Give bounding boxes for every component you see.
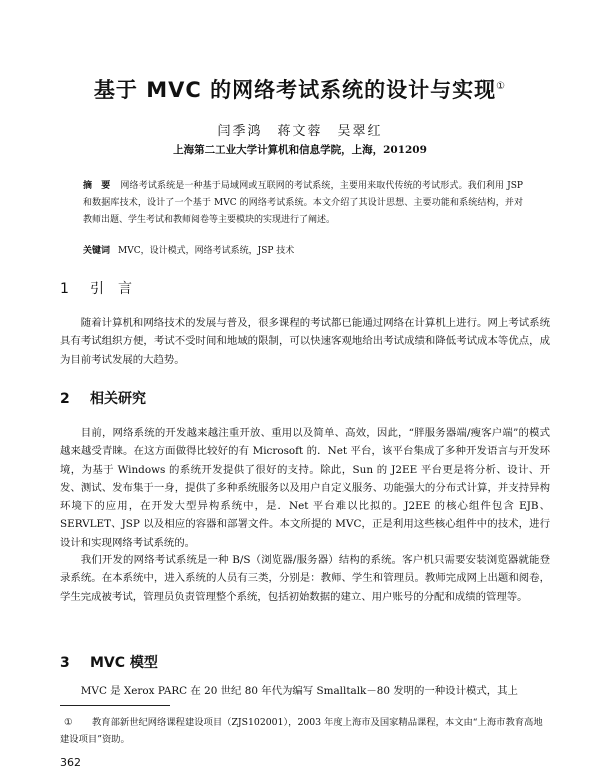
abstract-label: 摘 要 (83, 181, 111, 191)
footnote (60, 714, 550, 748)
footnote-mark: ① (64, 717, 73, 728)
section-heading-1 (60, 278, 132, 298)
section-2-paragraph-2: 我们开发的网络考试系统是一种 B/S（浏览器/服务器）结构的系统。客户机只需要安装浏览器就能登录系统。在本系统中，进入系统的人员有三类，分别是：教师、学生和管理员。教师完成网上出题和阅卷，学生完成被考试，管理员负责管理整个系统，包括初始数据的建立、用户账号的分配和成绩的管理等。 (60, 554, 550, 603)
abstract-text: 网络考试系统是一种基于局域网或互联网的考试系统，主要用来取代传统的考试形式。我们利用 JSP 和数据库技术，设计了一个基于 MVC 的网络考试系统。本文介绍了其设计思想、主要功能和系统结构，并对教师出题、学生考试和教师阅卷等主要模块的实现进行了阐述。 (83, 181, 523, 225)
paper-title (60, 74, 540, 104)
section-number: 1 (60, 281, 69, 297)
title-footnote-mark: ① (496, 81, 507, 92)
keywords-text: MVC，设计模式，网络考试系统，JSP 技术 (118, 246, 295, 256)
footnote-divider (60, 705, 170, 706)
affiliation: 上海第二工业大学计算机和信息学院，上海，201209 (173, 144, 427, 156)
section-3-paragraph: MVC 是 Xerox PARC 在 20 世纪 80 年代为编写 Smalltalk－80 发明的一种设计模式，其上 (80, 685, 518, 697)
section-1-paragraph: 随着计算机和网络技术的发展与普及，很多课程的考试都已能通过网络在计算机上进行。网上考试系统具有考试组织方便，考试不受时间和地域的限制，可以快速客观地给出考试成绩和降低考试成本等优点，成为目前考试发展的大趋势。 (60, 317, 550, 366)
section-title: 相关研究 (90, 391, 146, 407)
footnote-text: 教育部新世纪网络课程建设项目（ZJS102001），2003 年度上海市及国家精品课程，本文由“上海市教育高地建设项目”资助。 (60, 717, 543, 745)
section-heading-3 (60, 652, 158, 672)
section-number: 2 (60, 391, 70, 407)
keywords (83, 244, 523, 258)
section-heading-2 (60, 388, 146, 408)
abstract (83, 178, 523, 229)
page-number: 362 (60, 756, 81, 769)
section-title: 引 言 (90, 281, 132, 297)
section-number: 3 (60, 655, 70, 671)
section-2-paragraph-1: 目前，网络系统的开发越来越注重开放、重用以及简单、高效，因此，“胖服务器端/瘦客户端”的模式越来越受青睐。在这方面做得比较好的有 Microsoft 的．Net 平台，该平台集成了多种开发语言与开发环境，为基于 Windows 的系统开发提供了很好的支持。除此，Sun 的 J2EE 平台更是将分析、设计、开发、测试、发布集于一身，提供了多种系统服务以及用户自定义服务、功能强大的分布式计算，并支持异构环境下的应用，在开发大型异构系统中，是．Net 平台难以比拟的。J2EE 的核心组件包含 EJB、SERVLET、JSP 以及相应的容器和部署文件。本文所提的 MVC，正是利用这些核心组件中的技术，进行设计和实现网络考试系统的。 (60, 427, 550, 549)
author-list: 闫季鸿 蒋文蓉 吴翠红 (217, 124, 383, 139)
keywords-label: 关键词 (83, 246, 111, 256)
title-text: 基于 MVC 的网络考试系统的设计与实现 (93, 78, 497, 102)
section-title: MVC 模型 (90, 655, 158, 671)
